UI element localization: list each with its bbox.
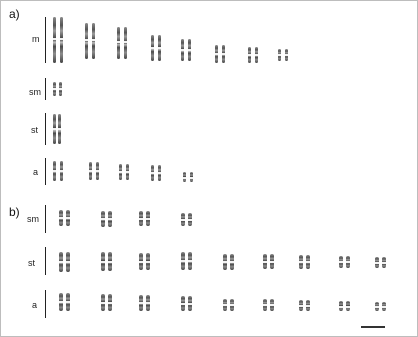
chromosome-pair bbox=[181, 252, 192, 270]
chromosome-pair bbox=[139, 211, 150, 226]
chromatid-left bbox=[299, 255, 303, 269]
centromere bbox=[101, 218, 105, 220]
chromatid-left bbox=[53, 114, 56, 144]
centromere bbox=[181, 260, 185, 262]
centromere bbox=[108, 261, 112, 263]
chromatid-left bbox=[53, 161, 56, 181]
centromere bbox=[255, 54, 258, 56]
chromosome-pair bbox=[223, 254, 234, 270]
chromatid-right bbox=[146, 211, 150, 226]
centromere bbox=[375, 306, 379, 308]
centromere bbox=[66, 301, 70, 303]
chromatid-right bbox=[146, 253, 150, 270]
chromosome-pair bbox=[183, 172, 193, 182]
centromere bbox=[53, 128, 56, 130]
centromere bbox=[101, 302, 105, 304]
chromatid-right bbox=[306, 300, 310, 311]
chromatid-right bbox=[190, 172, 193, 182]
chromatid-left bbox=[151, 165, 154, 181]
chromatid-left bbox=[183, 172, 186, 182]
chromatid-left bbox=[53, 82, 56, 96]
row-label-b-a: a bbox=[32, 300, 38, 310]
chromatid-left bbox=[89, 162, 92, 180]
chromosome-pair bbox=[53, 114, 61, 144]
row-divider-a-a bbox=[45, 158, 46, 185]
centromere bbox=[89, 170, 92, 172]
panel-a-label: a) bbox=[9, 7, 20, 21]
row-divider-a-sm bbox=[45, 78, 46, 100]
centromere bbox=[139, 218, 143, 220]
chromatid-right bbox=[96, 162, 99, 180]
centromere bbox=[346, 261, 350, 263]
chromosome-pair bbox=[139, 253, 150, 270]
chromatid-right bbox=[66, 210, 70, 226]
centromere bbox=[339, 261, 343, 263]
chromatid-left bbox=[139, 253, 143, 270]
centromere bbox=[59, 217, 63, 219]
chromatid-right bbox=[58, 114, 61, 144]
chromatid-left bbox=[101, 294, 105, 311]
chromosome-pair bbox=[375, 257, 386, 268]
centromere bbox=[299, 261, 303, 263]
centromere bbox=[108, 218, 112, 220]
chromatid-left bbox=[223, 299, 227, 311]
centromere bbox=[346, 306, 350, 308]
centromere bbox=[60, 170, 63, 172]
chromatid-right bbox=[382, 257, 386, 268]
centromere bbox=[382, 262, 386, 264]
centromere bbox=[181, 49, 184, 51]
centromere bbox=[66, 261, 70, 263]
chromatid-left bbox=[117, 27, 120, 59]
row-divider-a-st bbox=[45, 113, 46, 145]
centromere bbox=[151, 172, 154, 174]
chromatid-left bbox=[181, 252, 185, 270]
centromere bbox=[263, 261, 267, 263]
chromatid-right bbox=[255, 47, 258, 63]
chromosome-pair bbox=[248, 47, 258, 63]
scale-bar bbox=[361, 326, 385, 328]
centromere bbox=[375, 262, 379, 264]
chromosome-pair bbox=[263, 254, 274, 269]
chromatid-right bbox=[59, 82, 62, 96]
chromosome-pair bbox=[53, 82, 62, 96]
chromosome-pair bbox=[89, 162, 99, 180]
row-divider-b-sm bbox=[45, 205, 46, 233]
centromere bbox=[223, 261, 227, 263]
centromere bbox=[306, 261, 310, 263]
chromosome-pair bbox=[375, 302, 386, 311]
chromosome-pair bbox=[263, 299, 274, 311]
chromatid-left bbox=[223, 254, 227, 270]
chromatid-right bbox=[158, 35, 161, 61]
chromatid-right bbox=[108, 252, 112, 271]
centromere bbox=[66, 217, 70, 219]
chromatid-left bbox=[339, 256, 343, 268]
chromatid-right bbox=[92, 23, 95, 59]
centromere bbox=[158, 172, 161, 174]
chromatid-right bbox=[188, 39, 191, 61]
centromere bbox=[222, 53, 225, 55]
centromere bbox=[124, 41, 127, 43]
chromatid-right bbox=[270, 299, 274, 311]
centromere bbox=[223, 304, 227, 306]
chromatid-left bbox=[139, 295, 143, 311]
chromatid-left bbox=[181, 296, 185, 311]
chromatid-left bbox=[101, 211, 105, 227]
chromatid-left bbox=[215, 45, 218, 63]
centromere bbox=[270, 261, 274, 263]
chromosome-pair bbox=[278, 49, 288, 61]
chromatid-right bbox=[270, 254, 274, 269]
chromosome-pair bbox=[59, 252, 70, 272]
centromere bbox=[139, 302, 143, 304]
centromere bbox=[108, 302, 112, 304]
chromatid-left bbox=[278, 49, 281, 61]
row-label-a-a: a bbox=[33, 167, 39, 177]
row-label-b-sm: sm bbox=[27, 214, 39, 224]
chromosome-pair bbox=[223, 299, 234, 311]
chromosome-pair bbox=[181, 213, 192, 226]
chromosome-pair bbox=[339, 256, 350, 268]
chromatid-left bbox=[263, 254, 267, 269]
centromere bbox=[339, 306, 343, 308]
chromosome-pair bbox=[101, 252, 112, 271]
chromosome-pair bbox=[53, 17, 63, 63]
chromosome-pair bbox=[299, 255, 310, 269]
chromatid-right bbox=[108, 294, 112, 311]
centromere bbox=[53, 88, 56, 90]
chromosome-pair bbox=[139, 295, 150, 311]
chromatid-right bbox=[66, 293, 70, 311]
chromatid-right bbox=[382, 302, 386, 311]
row-divider-b-st bbox=[45, 247, 46, 275]
centromere bbox=[306, 305, 310, 307]
chromatid-left bbox=[339, 301, 343, 311]
chromatid-right bbox=[108, 211, 112, 227]
centromere bbox=[263, 304, 267, 306]
chromosome-pair bbox=[299, 300, 310, 311]
row-label-b-st: st bbox=[28, 258, 36, 268]
centromere bbox=[146, 218, 150, 220]
centromere bbox=[270, 304, 274, 306]
chromatid-left bbox=[101, 252, 105, 271]
chromatid-right bbox=[146, 295, 150, 311]
chromosome-pair bbox=[181, 296, 192, 311]
chromatid-right bbox=[60, 161, 63, 181]
centromere bbox=[158, 47, 161, 49]
chromatid-left bbox=[59, 293, 63, 311]
chromosome-pair bbox=[101, 211, 112, 227]
chromatid-right bbox=[158, 165, 161, 181]
centromere bbox=[230, 261, 234, 263]
row-label-a-st: st bbox=[31, 125, 39, 135]
chromatid-left bbox=[59, 210, 63, 226]
centromere bbox=[299, 305, 303, 307]
chromosome-pair bbox=[339, 301, 350, 311]
chromatid-right bbox=[66, 252, 70, 272]
centromere bbox=[139, 261, 143, 263]
centromere bbox=[278, 54, 281, 56]
centromere bbox=[59, 261, 63, 263]
chromatid-left bbox=[375, 257, 379, 268]
centromere bbox=[188, 303, 192, 305]
chromatid-left bbox=[375, 302, 379, 311]
centromere bbox=[151, 47, 154, 49]
centromere bbox=[85, 39, 88, 41]
centromere bbox=[181, 303, 185, 305]
chromatid-left bbox=[85, 23, 88, 59]
row-label-a-sm: sm bbox=[29, 87, 41, 97]
chromosome-pair bbox=[215, 45, 225, 63]
centromere bbox=[248, 54, 251, 56]
centromere bbox=[119, 171, 122, 173]
centromere bbox=[59, 88, 62, 90]
chromatid-left bbox=[263, 299, 267, 311]
chromatid-left bbox=[139, 211, 143, 226]
chromosome-pair bbox=[119, 164, 129, 180]
chromatid-right bbox=[346, 256, 350, 268]
chromosome-pair bbox=[117, 27, 127, 59]
centromere bbox=[58, 128, 61, 130]
chromosome-pair bbox=[53, 161, 63, 181]
centromere bbox=[53, 170, 56, 172]
chromatid-right bbox=[222, 45, 225, 63]
chromosome-pair bbox=[59, 293, 70, 311]
chromatid-right bbox=[188, 296, 192, 311]
centromere bbox=[53, 38, 56, 40]
row-label-a-m: m bbox=[32, 34, 40, 44]
chromatid-right bbox=[126, 164, 129, 180]
centromere bbox=[181, 219, 185, 221]
chromatid-right bbox=[346, 301, 350, 311]
chromatid-left bbox=[119, 164, 122, 180]
chromatid-right bbox=[60, 17, 63, 63]
centromere bbox=[146, 261, 150, 263]
chromatid-right bbox=[306, 255, 310, 269]
centromere bbox=[188, 260, 192, 262]
centromere bbox=[183, 177, 186, 179]
chromatid-left bbox=[299, 300, 303, 311]
chromosome-pair bbox=[181, 39, 191, 61]
chromatid-right bbox=[230, 254, 234, 270]
centromere bbox=[126, 171, 129, 173]
chromosome-pair bbox=[85, 23, 95, 59]
row-divider-b-a bbox=[45, 290, 46, 318]
chromatid-right bbox=[285, 49, 288, 61]
centromere bbox=[92, 39, 95, 41]
chromatid-left bbox=[59, 252, 63, 272]
chromatid-right bbox=[188, 252, 192, 270]
centromere bbox=[59, 301, 63, 303]
centromere bbox=[117, 41, 120, 43]
chromatid-left bbox=[181, 39, 184, 61]
centromere bbox=[101, 261, 105, 263]
chromatid-left bbox=[53, 17, 56, 63]
chromatid-right bbox=[124, 27, 127, 59]
chromatid-left bbox=[248, 47, 251, 63]
centromere bbox=[96, 170, 99, 172]
chromosome-pair bbox=[151, 35, 161, 61]
chromatid-right bbox=[188, 213, 192, 226]
chromatid-right bbox=[230, 299, 234, 311]
chromosome-pair bbox=[101, 294, 112, 311]
centromere bbox=[285, 54, 288, 56]
panel-b-label: b) bbox=[9, 205, 20, 219]
chromosome-pair bbox=[59, 210, 70, 226]
row-divider-a-m bbox=[45, 17, 46, 63]
centromere bbox=[188, 219, 192, 221]
centromere bbox=[60, 38, 63, 40]
centromere bbox=[146, 302, 150, 304]
centromere bbox=[190, 177, 193, 179]
centromere bbox=[382, 306, 386, 308]
centromere bbox=[188, 49, 191, 51]
centromere bbox=[215, 53, 218, 55]
centromere bbox=[230, 304, 234, 306]
chromatid-left bbox=[151, 35, 154, 61]
chromatid-left bbox=[181, 213, 185, 226]
chromosome-pair bbox=[151, 165, 161, 181]
